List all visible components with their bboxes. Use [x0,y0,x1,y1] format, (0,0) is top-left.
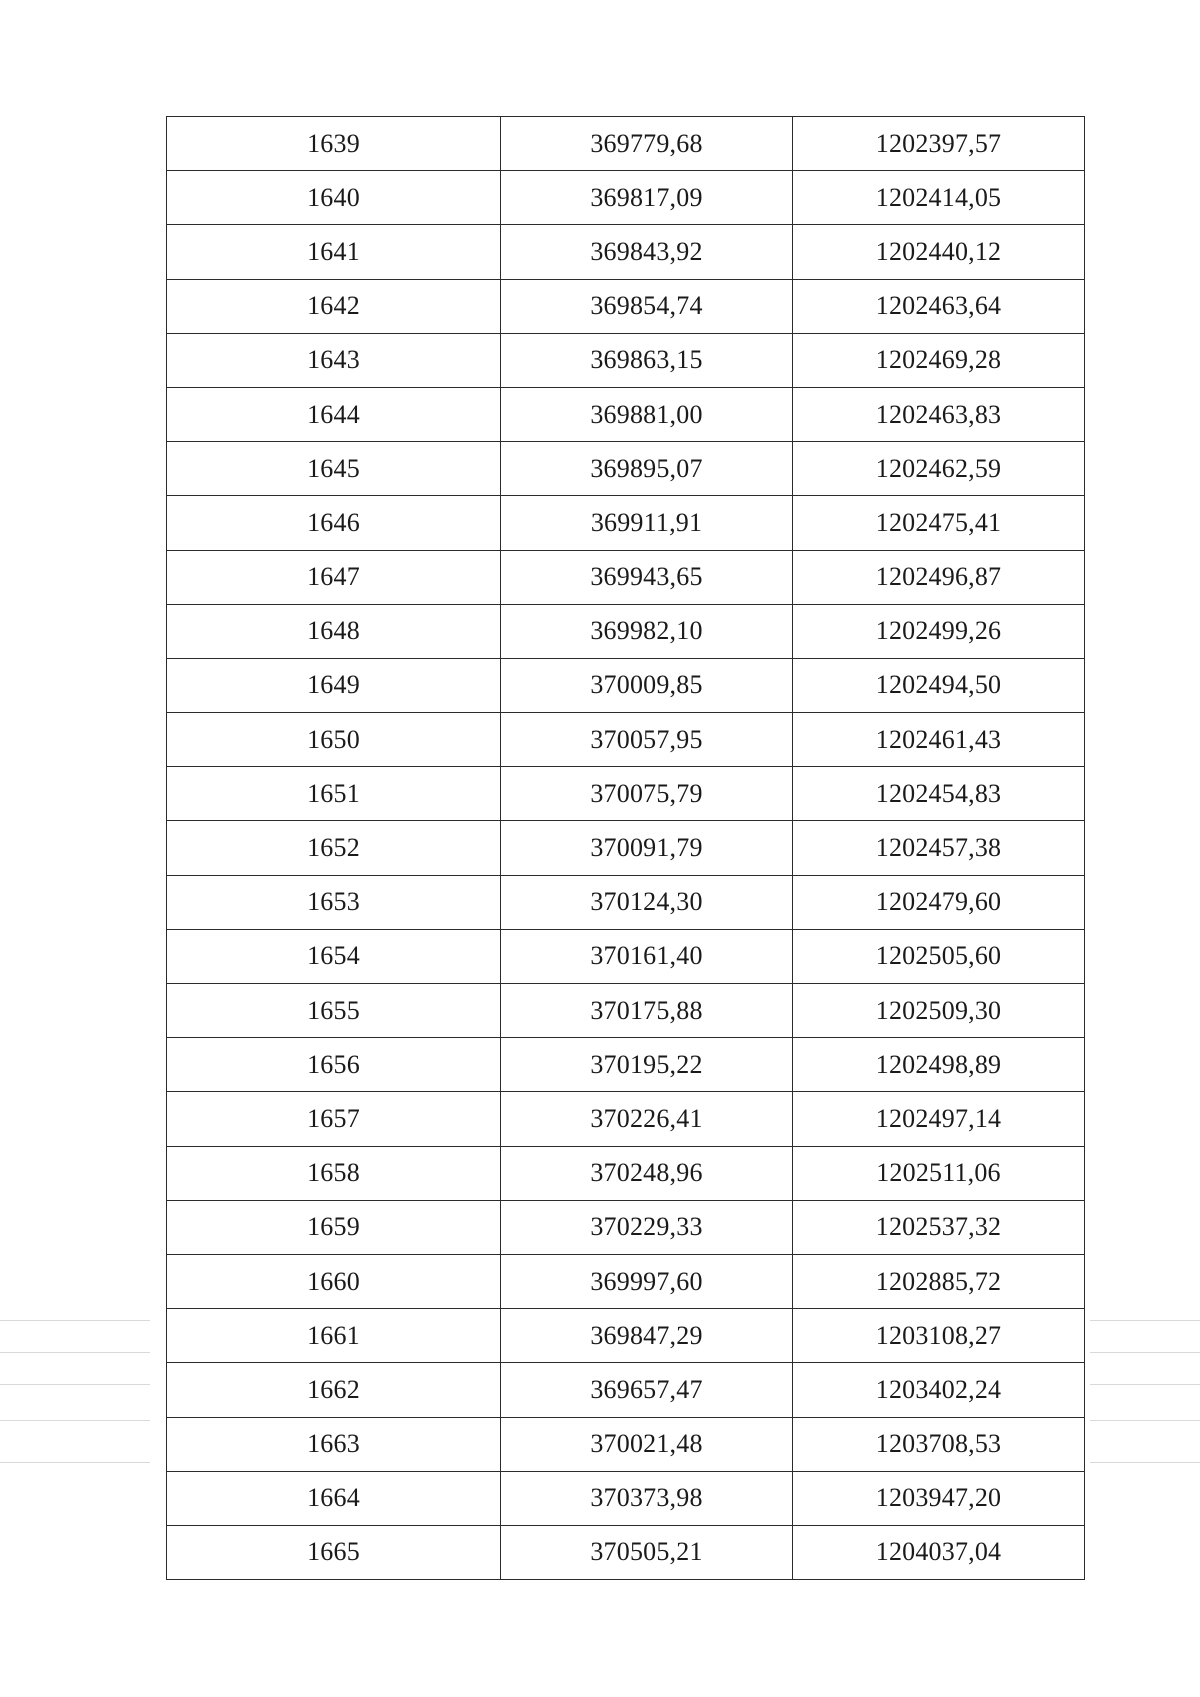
table-row [167,496,1085,550]
y-coordinate-cell: 1202461,43 [793,713,1085,767]
x-coordinate-cell: 370226,41 [501,1092,793,1146]
x-coordinate-cell: 369863,15 [501,333,793,387]
point-number-cell: 1658 [167,1146,501,1200]
x-coordinate-cell: 369817,09 [501,171,793,225]
table-row [167,1471,1085,1525]
point-number-cell: 1657 [167,1092,501,1146]
table-row [167,1417,1085,1471]
point-number-cell: 1653 [167,875,501,929]
point-number-cell: 1645 [167,442,501,496]
point-number-cell: 1648 [167,604,501,658]
table-row [167,171,1085,225]
y-coordinate-cell: 1203402,24 [793,1363,1085,1417]
x-coordinate-cell: 369982,10 [501,604,793,658]
point-number-cell: 1650 [167,713,501,767]
y-coordinate-cell: 1204037,04 [793,1525,1085,1579]
table-row [167,984,1085,1038]
x-coordinate-cell: 369943,65 [501,550,793,604]
point-number-cell: 1655 [167,984,501,1038]
table-row [167,767,1085,821]
coordinates-table-body [167,117,1085,1580]
point-number-cell: 1663 [167,1417,501,1471]
y-coordinate-cell: 1202457,38 [793,821,1085,875]
y-coordinate-cell: 1202499,26 [793,604,1085,658]
y-coordinate-cell: 1202511,06 [793,1146,1085,1200]
x-coordinate-cell: 369911,91 [501,496,793,550]
y-coordinate-cell: 1202496,87 [793,550,1085,604]
table-row [167,1309,1085,1363]
y-coordinate-cell: 1202397,57 [793,117,1085,171]
y-coordinate-cell: 1202509,30 [793,984,1085,1038]
y-coordinate-cell: 1202885,72 [793,1254,1085,1308]
table-row [167,658,1085,712]
x-coordinate-cell: 369779,68 [501,117,793,171]
table-row [167,387,1085,441]
x-coordinate-cell: 370009,85 [501,658,793,712]
x-coordinate-cell: 369881,00 [501,387,793,441]
x-coordinate-cell: 369895,07 [501,442,793,496]
table-row [167,1146,1085,1200]
point-number-cell: 1665 [167,1525,501,1579]
point-number-cell: 1642 [167,279,501,333]
x-coordinate-cell: 370195,22 [501,1038,793,1092]
table-row [167,1363,1085,1417]
y-coordinate-cell: 1202469,28 [793,333,1085,387]
y-coordinate-cell: 1203947,20 [793,1471,1085,1525]
point-number-cell: 1662 [167,1363,501,1417]
point-number-cell: 1644 [167,387,501,441]
table-row [167,875,1085,929]
y-coordinate-cell: 1202414,05 [793,171,1085,225]
point-number-cell: 1661 [167,1309,501,1363]
y-coordinate-cell: 1202440,12 [793,225,1085,279]
x-coordinate-cell: 370057,95 [501,713,793,767]
point-number-cell: 1641 [167,225,501,279]
x-coordinate-cell: 370505,21 [501,1525,793,1579]
point-number-cell: 1639 [167,117,501,171]
y-coordinate-cell: 1202462,59 [793,442,1085,496]
coordinates-table [166,116,1085,1580]
point-number-cell: 1647 [167,550,501,604]
table-row [167,550,1085,604]
x-coordinate-cell: 370124,30 [501,875,793,929]
y-coordinate-cell: 1202463,83 [793,387,1085,441]
point-number-cell: 1654 [167,929,501,983]
table-row [167,1092,1085,1146]
point-number-cell: 1664 [167,1471,501,1525]
point-number-cell: 1651 [167,767,501,821]
y-coordinate-cell: 1202454,83 [793,767,1085,821]
table-row [167,442,1085,496]
x-coordinate-cell: 370373,98 [501,1471,793,1525]
y-coordinate-cell: 1202494,50 [793,658,1085,712]
x-coordinate-cell: 369847,29 [501,1309,793,1363]
y-coordinate-cell: 1202479,60 [793,875,1085,929]
point-number-cell: 1640 [167,171,501,225]
table-row [167,1200,1085,1254]
x-coordinate-cell: 370248,96 [501,1146,793,1200]
point-number-cell: 1660 [167,1254,501,1308]
table-row [167,117,1085,171]
x-coordinate-cell: 370229,33 [501,1200,793,1254]
table-row [167,279,1085,333]
x-coordinate-cell: 369854,74 [501,279,793,333]
point-number-cell: 1649 [167,658,501,712]
y-coordinate-cell: 1202497,14 [793,1092,1085,1146]
table-row [167,333,1085,387]
y-coordinate-cell: 1203708,53 [793,1417,1085,1471]
y-coordinate-cell: 1203108,27 [793,1309,1085,1363]
table-row [167,1254,1085,1308]
x-coordinate-cell: 370175,88 [501,984,793,1038]
table-row [167,604,1085,658]
x-coordinate-cell: 370091,79 [501,821,793,875]
point-number-cell: 1659 [167,1200,501,1254]
point-number-cell: 1643 [167,333,501,387]
y-coordinate-cell: 1202475,41 [793,496,1085,550]
x-coordinate-cell: 370161,40 [501,929,793,983]
table-row [167,713,1085,767]
y-coordinate-cell: 1202505,60 [793,929,1085,983]
x-coordinate-cell: 369843,92 [501,225,793,279]
x-coordinate-cell: 370075,79 [501,767,793,821]
point-number-cell: 1652 [167,821,501,875]
y-coordinate-cell: 1202463,64 [793,279,1085,333]
table-row [167,821,1085,875]
point-number-cell: 1646 [167,496,501,550]
x-coordinate-cell: 369657,47 [501,1363,793,1417]
table-row [167,225,1085,279]
x-coordinate-cell: 370021,48 [501,1417,793,1471]
table-row [167,929,1085,983]
y-coordinate-cell: 1202498,89 [793,1038,1085,1092]
table-row [167,1038,1085,1092]
x-coordinate-cell: 369997,60 [501,1254,793,1308]
y-coordinate-cell: 1202537,32 [793,1200,1085,1254]
point-number-cell: 1656 [167,1038,501,1092]
table-row [167,1525,1085,1579]
